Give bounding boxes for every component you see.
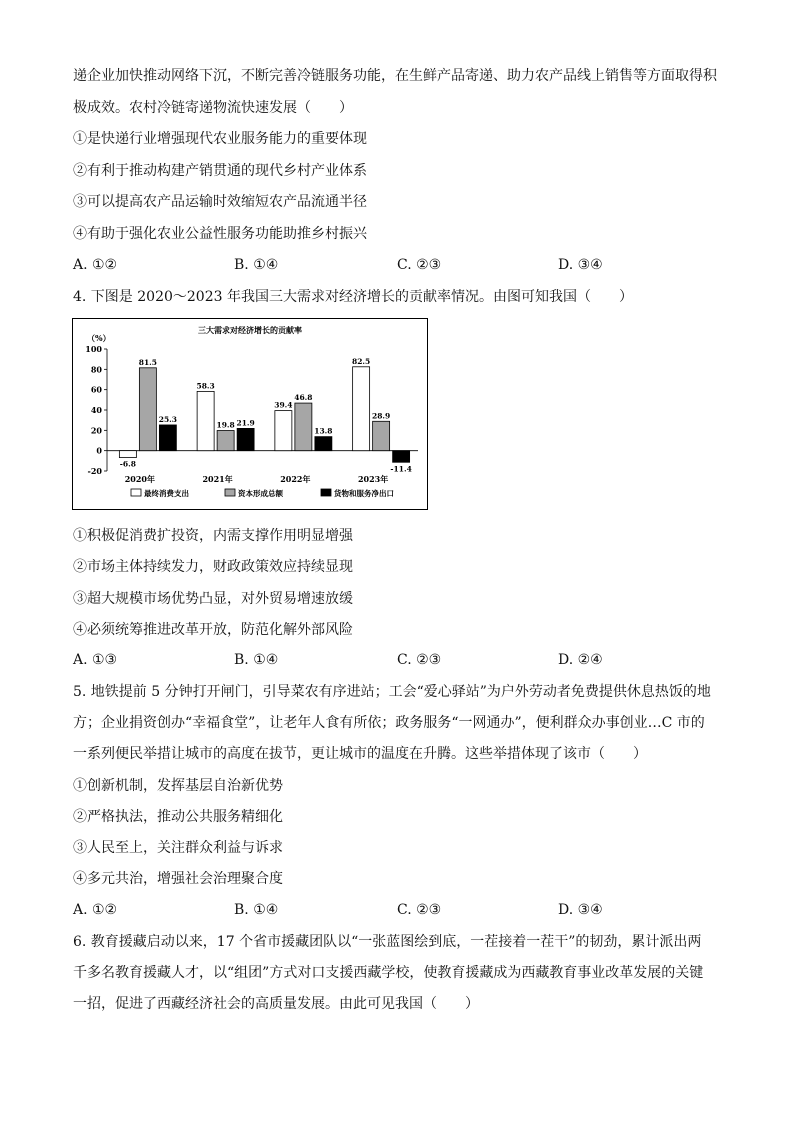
chart-svg [73, 319, 427, 509]
bar [373, 421, 390, 450]
q5-statement-1: ①创新机制，发挥基层自治新优势 [73, 778, 283, 794]
q3-stem-line-1: 递企业加快推动网络下沉，不断完善冷链服务功能，在生鲜产品寄递、助力农产品线上销售等方面取得积 [73, 68, 717, 84]
bar-value-label: 13.8 [314, 426, 333, 436]
q6-stem-line-1: 6. 教育援藏启动以来，17 个省市援藏团队以“一张蓝图绘到底，一茬接着一茬干”的韧劲，累计派出两 [73, 934, 702, 950]
bar-value-label: 28.9 [371, 411, 391, 421]
q3-statement-3: ③可以提高农产品运输时效缩短农产品流通半径 [73, 194, 367, 210]
q4-statement-3: ③超大规模市场优势凸显，对外贸易增速放缓 [73, 591, 353, 607]
bar [197, 391, 214, 450]
y-tick-label: -20 [87, 466, 102, 476]
x-axis [125, 474, 389, 484]
chart-ylabel: （%） [87, 333, 111, 343]
x-tick-label: 2022年 [280, 474, 311, 484]
bar [393, 451, 410, 463]
bar-value-label: -6.8 [119, 459, 136, 469]
q3-stem-line-2: 极成效。农村冷链寄递物流快速发展（ ） [73, 100, 353, 116]
q4-option-d[interactable]: D. ②④ [558, 652, 603, 668]
bar-value-label: 39.4 [274, 400, 293, 410]
q5-stem-line-3: 一系列便民举措让城市的高度在拔节，更让城市的温度在升腾。这些举措体现了该市（ ） [73, 746, 647, 762]
bar-value-label: 25.3 [158, 414, 178, 424]
q3-statement-4: ④有助于强化农业公益性服务功能助推乡村振兴 [73, 226, 367, 242]
bar [159, 425, 176, 451]
chart-title: 三大需求对经济增长的贡献率 [198, 325, 302, 335]
y-tick-label: 60 [90, 384, 102, 395]
q4-statement-4: ④必须统筹推进改革开放，防范化解外部风险 [73, 622, 353, 638]
legend-swatch [321, 489, 331, 496]
x-tick-label: 2021年 [202, 474, 233, 484]
x-tick-label: 2023年 [357, 474, 389, 484]
q5-option-c[interactable]: C. ②③ [397, 902, 442, 918]
legend [131, 488, 394, 498]
legend-swatch [131, 489, 141, 496]
legend-swatch [225, 489, 235, 496]
bar-value-label: -11.4 [390, 464, 412, 474]
contribution-chart [72, 318, 428, 510]
x-tick-label: 2020年 [124, 474, 156, 484]
bar [353, 367, 370, 451]
bar [295, 403, 312, 451]
q5-stem-line-2: 方；企业捐资创办“幸福食堂”，让老年人食有所依；政务服务“一网通办”，便利群众办事创业…C 市的 [73, 715, 705, 731]
y-tick-label: 80 [90, 364, 102, 375]
legend-label: 货物和服务净出口 [334, 489, 394, 498]
y-tick-label: 0 [96, 445, 102, 456]
bar-value-label: 19.8 [216, 420, 235, 430]
q3-option-b[interactable]: B. ①④ [234, 257, 279, 273]
q4-option-a[interactable]: A. ①③ [73, 652, 118, 668]
q3-statement-1: ①是快递行业增强现代农业服务能力的重要体现 [73, 131, 367, 147]
y-tick-label: 40 [90, 405, 102, 415]
q3-option-c[interactable]: C. ②③ [397, 257, 442, 273]
q5-option-d[interactable]: D. ③④ [558, 902, 603, 918]
q3-statement-2: ②有利于推动构建产销贯通的现代乡村产业体系 [73, 163, 367, 179]
q4-option-b[interactable]: B. ①④ [234, 652, 279, 668]
bar [119, 451, 136, 458]
bar [315, 437, 332, 451]
q3-option-a[interactable]: A. ①② [73, 257, 118, 273]
legend-label: 最终消费支出 [144, 489, 189, 498]
q4-option-c[interactable]: C. ②③ [397, 652, 442, 668]
bar-value-label: 21.9 [236, 418, 255, 428]
q6-stem-line-2: 千多名教育援藏人才，以“组团”方式对口支援西藏学校，使教育援藏成为西藏教育事业改革发展的关键 [73, 965, 704, 981]
q3-option-d[interactable]: D. ③④ [558, 257, 603, 273]
q4-statement-1: ①积极促消费扩投资，内需支撑作用明显增强 [73, 528, 353, 544]
q4-stem: 4. 下图是 2020～2023 年我国三大需求对经济增长的贡献率情况。由图可知我国（ ） [73, 289, 633, 305]
bar-value-label: 46.8 [294, 393, 313, 403]
q6-stem-line-3: 一招，促进了西藏经济社会的高质量发展。由此可见我国（ ） [73, 996, 479, 1012]
bar [217, 431, 234, 451]
bar-value-label: 82.5 [351, 356, 371, 366]
y-tick-label: 20 [90, 425, 102, 436]
y-tick-label: 100 [85, 344, 102, 354]
q5-statement-3: ③人民至上，关注群众利益与诉求 [73, 840, 283, 856]
bar-value-label: 58.3 [196, 381, 215, 391]
q5-option-a[interactable]: A. ①② [73, 902, 118, 918]
q4-statement-2: ②市场主体持续发力，财政政策效应持续显现 [73, 559, 353, 575]
bar [139, 368, 156, 451]
q5-statement-4: ④多元共治，增强社会治理聚合度 [73, 871, 283, 887]
bar [237, 428, 254, 450]
q5-stem-line-1: 5. 地铁提前 5 分钟打开闸门，引导菜农有序进站；工会“爱心驿站”为户外劳动者免费提供休息热饭的地 [73, 684, 711, 700]
legend-label: 资本形成总额 [238, 489, 283, 498]
bar-value-label: 81.5 [138, 357, 158, 367]
q5-statement-2: ②严格执法，推动公共服务精细化 [73, 809, 283, 825]
q5-option-b[interactable]: B. ①④ [234, 902, 279, 918]
bar [275, 411, 292, 451]
